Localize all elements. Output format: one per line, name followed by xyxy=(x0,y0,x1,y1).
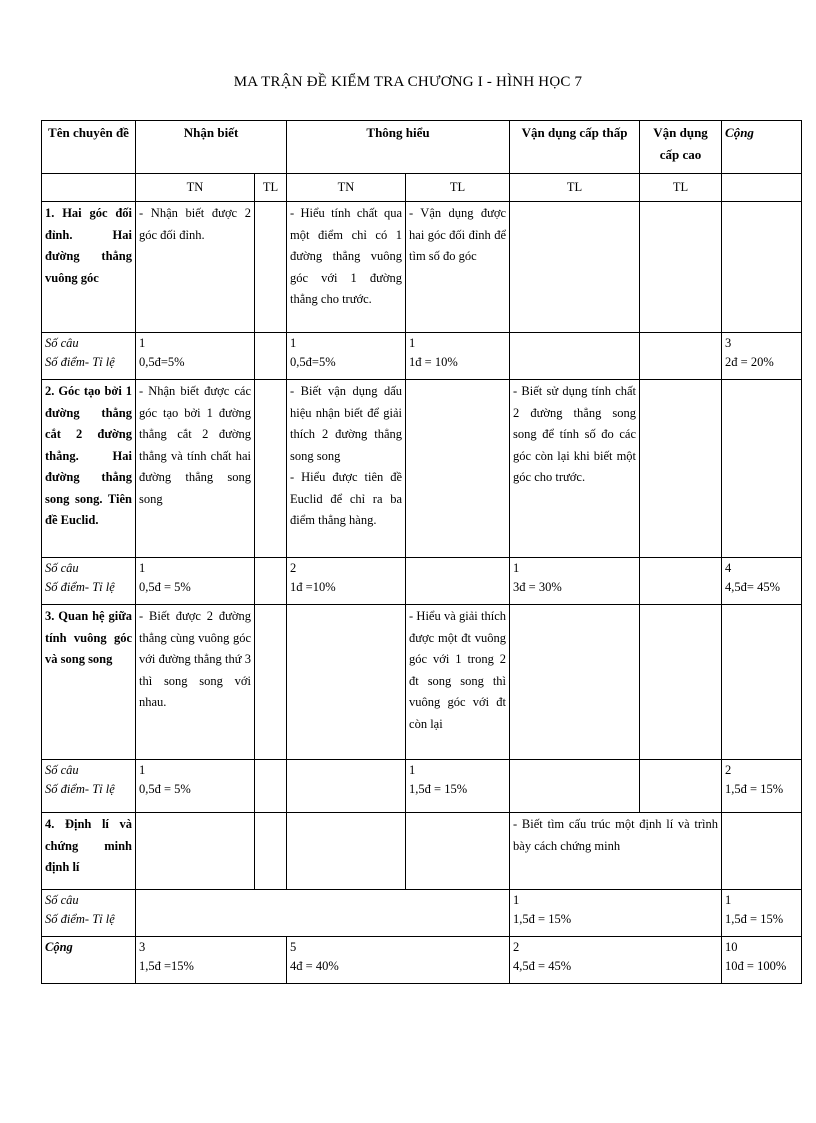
score-total xyxy=(722,760,802,813)
topic-name: 1. Hai góc đối đỉnh. Hai đường thẳng vuông góc xyxy=(42,202,136,333)
cell-apply-low xyxy=(510,202,640,333)
score-labels xyxy=(42,760,136,813)
score-apply xyxy=(510,890,722,937)
question-count: 1 xyxy=(725,893,732,907)
subheader-empty xyxy=(42,174,136,202)
points-ratio: 3đ = 30% xyxy=(513,579,562,594)
points-ratio: 0,5đ=5% xyxy=(139,354,185,369)
score-total xyxy=(722,890,802,937)
points-ratio: 0,5đ = 5% xyxy=(139,781,191,796)
cell-apply-low xyxy=(510,605,640,760)
points-ratio: 2đ = 20% xyxy=(725,354,774,369)
score-understand-tn xyxy=(287,760,406,813)
points-ratio: 1,5đ = 15% xyxy=(725,911,784,926)
topic-name: 3. Quan hệ giữa tính vuông góc và song song xyxy=(42,605,136,760)
score-understand-tn xyxy=(287,558,406,605)
subheader-tn-recognize: TN xyxy=(136,174,255,202)
points-ratio: 1đ =10% xyxy=(290,579,336,594)
question-count: 2 xyxy=(513,940,520,954)
label-so-cau: Số câu xyxy=(45,893,79,907)
subheader-tl-apply-low: TL xyxy=(510,174,640,202)
header-total: Cộng xyxy=(722,121,802,174)
subheader-tl-apply-high: TL xyxy=(640,174,722,202)
score-recognize-tl xyxy=(255,760,287,813)
score-recognize-tl xyxy=(255,333,287,380)
label-so-diem: Số điểm- Tỉ lệ xyxy=(45,579,115,594)
score-row xyxy=(42,760,802,813)
question-count: 1 xyxy=(513,561,520,575)
cell-recognize-tn xyxy=(136,813,255,890)
topic-row xyxy=(42,605,802,760)
cell-understand-tn xyxy=(287,813,406,890)
cell-understand-tn xyxy=(287,380,406,558)
score-recognize-tn xyxy=(136,760,255,813)
cell-recognize-tl xyxy=(255,202,287,333)
label-so-diem: Số điểm- Tỉ lệ xyxy=(45,354,115,369)
topic-row xyxy=(42,380,802,558)
cell-apply-high xyxy=(640,380,722,558)
question-count: 1 xyxy=(409,336,416,350)
score-apply-low xyxy=(510,760,640,813)
points-ratio: 0,5đ = 5% xyxy=(139,579,191,594)
header-apply-high: Vận dụng cấp cao xyxy=(640,121,722,174)
cell-recognize-tl xyxy=(255,813,287,890)
points-ratio: 0,5đ=5% xyxy=(290,354,336,369)
score-apply-high xyxy=(640,333,722,380)
cell-apply-high xyxy=(640,605,722,760)
score-empty xyxy=(136,890,510,937)
cell-recognize-tn: - Biết được 2 đường thẳng cùng vuông góc với đường thẳng thứ 3 thì song song với nhau. xyxy=(136,605,255,760)
cell-recognize-tn: - Nhận biết được các góc tạo bởi 1 đường thẳng cắt 2 đường thẳng và tính chất hai đường thẳng song song xyxy=(136,380,255,558)
topic-row xyxy=(42,813,802,890)
score-apply-low xyxy=(510,558,640,605)
subheader-row xyxy=(42,174,802,202)
question-count: 1 xyxy=(409,763,416,777)
question-count: 3 xyxy=(725,336,732,350)
topic-row xyxy=(42,202,802,333)
subheader-tn-understand: TN xyxy=(287,174,406,202)
totals-recognize xyxy=(136,937,287,984)
cell-apply: - Biết tìm cấu trúc một định lí và trình bày cách chứng minh xyxy=(510,813,722,890)
header-row xyxy=(42,121,802,174)
header-understand: Thông hiểu xyxy=(287,121,510,174)
page-title: MA TRẬN ĐỀ KIỂM TRA CHƯƠNG I - HÌNH HỌC 7 xyxy=(233,74,583,90)
cell-total xyxy=(722,605,802,760)
understand-item: - Hiểu được tiên đề Euclid để chỉ ra ba điểm thẳng hàng. xyxy=(290,470,403,527)
totals-all xyxy=(722,937,802,984)
score-understand-tl xyxy=(406,333,510,380)
label-so-cau: Số câu xyxy=(45,561,79,575)
understand-item: - Biết vận dụng dấu hiệu nhận biết để giải thích 2 đường thẳng song song xyxy=(290,384,403,463)
points-ratio: 4,5đ = 45% xyxy=(513,958,572,973)
cell-understand-tl xyxy=(406,813,510,890)
question-count: 2 xyxy=(725,763,732,777)
header-apply-low: Vận dụng cấp thấp xyxy=(510,121,640,174)
totals-apply xyxy=(510,937,722,984)
label-so-cau: Số câu xyxy=(45,763,79,777)
question-count: 3 xyxy=(139,940,146,954)
score-row xyxy=(42,890,802,937)
question-count: 1 xyxy=(139,336,146,350)
cell-understand-tl xyxy=(406,380,510,558)
question-count: 1 xyxy=(139,561,146,575)
score-understand-tn xyxy=(287,333,406,380)
score-apply-high xyxy=(640,760,722,813)
cell-recognize-tn: - Nhận biết được 2 góc đối đỉnh. xyxy=(136,202,255,333)
cell-understand-tl: - Hiểu và giải thích được một đt vuông góc với 1 trong 2 đt song song thì vuông góc với đt còn lại xyxy=(406,605,510,760)
question-count: 1 xyxy=(139,763,146,777)
score-total xyxy=(722,558,802,605)
question-count: 5 xyxy=(290,940,297,954)
score-apply-low xyxy=(510,333,640,380)
score-understand-tl xyxy=(406,760,510,813)
score-recognize-tn xyxy=(136,558,255,605)
topic-name: 2. Góc tạo bởi 1 đường thẳng cắt 2 đường thẳng. Hai đường thẳng song song. Tiên đề Euclid. xyxy=(42,380,136,558)
subheader-tl-understand: TL xyxy=(406,174,510,202)
totals-row xyxy=(42,937,802,984)
points-ratio: 10đ = 100% xyxy=(725,958,787,973)
score-recognize-tl xyxy=(255,558,287,605)
cell-total xyxy=(722,202,802,333)
score-apply-high xyxy=(640,558,722,605)
topic-name: 4. Định lí và chứng minh định lí xyxy=(42,813,136,890)
cell-total xyxy=(722,380,802,558)
cell-recognize-tl xyxy=(255,380,287,558)
label-so-diem: Số điểm- Tỉ lệ xyxy=(45,911,115,926)
score-row xyxy=(42,333,802,380)
cell-apply-high xyxy=(640,202,722,333)
cell-understand-tn xyxy=(287,605,406,760)
totals-label: Cộng xyxy=(42,937,136,984)
header-recognize: Nhận biết xyxy=(136,121,287,174)
cell-apply-low: - Biết sử dụng tính chất 2 đường thẳng song song để tính số đo các góc còn lại khi biết một góc cho trước. xyxy=(510,380,640,558)
score-labels xyxy=(42,558,136,605)
cell-total xyxy=(722,813,802,890)
points-ratio: 1,5đ =15% xyxy=(139,958,194,973)
points-ratio: 1đ = 10% xyxy=(409,354,458,369)
question-count: 10 xyxy=(725,940,738,954)
header-topic: Tên chuyên đề xyxy=(42,121,136,174)
points-ratio: 1,5đ = 15% xyxy=(725,781,784,796)
label-so-cau: Số câu xyxy=(45,336,79,350)
points-ratio: 4đ = 40% xyxy=(290,958,339,973)
score-understand-tl xyxy=(406,558,510,605)
question-count: 1 xyxy=(513,893,520,907)
question-count: 1 xyxy=(290,336,297,350)
question-count: 2 xyxy=(290,561,297,575)
score-recognize-tn xyxy=(136,333,255,380)
score-labels xyxy=(42,333,136,380)
score-total xyxy=(722,333,802,380)
score-labels xyxy=(42,890,136,937)
cell-understand-tl: - Vận dụng được hai góc đối đỉnh để tìm số đo góc xyxy=(406,202,510,333)
label-so-diem: Số điểm- Tỉ lệ xyxy=(45,781,115,796)
subheader-tl-recognize: TL xyxy=(255,174,287,202)
exam-matrix-table xyxy=(41,120,802,984)
question-count: 4 xyxy=(725,561,732,575)
subheader-empty-total xyxy=(722,174,802,202)
totals-understand xyxy=(287,937,510,984)
points-ratio: 1,5đ = 15% xyxy=(409,781,468,796)
cell-understand-tn: - Hiểu tính chất qua một điểm chỉ có 1 đường thẳng vuông góc với 1 đường thẳng cho trước. xyxy=(287,202,406,333)
cell-recognize-tl xyxy=(255,605,287,760)
score-row xyxy=(42,558,802,605)
points-ratio: 4,5đ= 45% xyxy=(725,579,780,594)
points-ratio: 1,5đ = 15% xyxy=(513,911,572,926)
